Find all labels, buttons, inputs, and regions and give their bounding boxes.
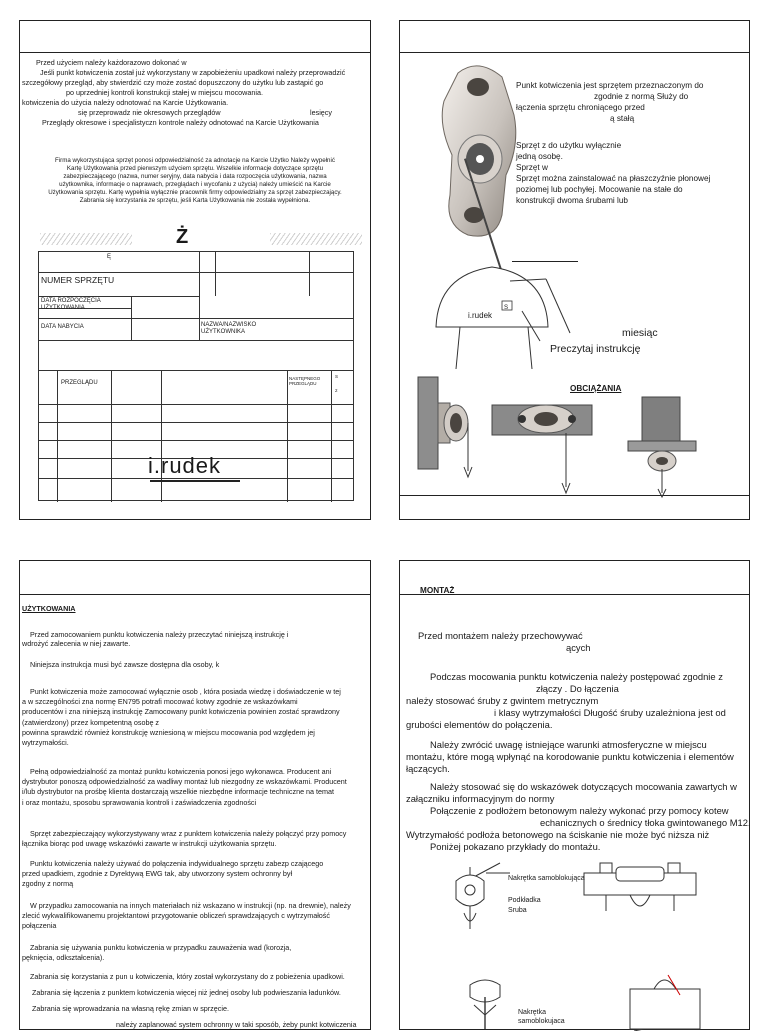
callout-washer: Podkładka (508, 897, 541, 904)
page-mounting (399, 560, 750, 1030)
mount-line-6: i klasy wytrzymałości Długość śruby uzależniona jest od (494, 707, 726, 718)
mount-line-11: Należy stosować się do wskazówek dotyczących mocowania zawartych w (430, 781, 737, 792)
rule-paragraph-6: Punktu kotwiczenia należy używać do połączenia indywidualnego sprzętu zabezp czającego przed upadkiem, zgodnie z Dyrektywą EWG tak, aby utworzony system ochronny był zgodny z normą (22, 859, 324, 889)
load-floor-illustration (490, 397, 602, 497)
desc-line-4: ą stałą (610, 114, 635, 123)
callout-bolt: Sruba (508, 907, 527, 914)
mount-line-5: należy stosować śruby z gwintem metrycznym (406, 695, 599, 706)
rule-paragraph-2: Niniejsza instrukcja musi być zawsze dostępna dla osoby, k (30, 660, 220, 669)
callout-nut: Nakrętka samoblokująca (508, 875, 585, 882)
mount-line-13: Połączenie z podłożem betonowym należy wykonać przy pomocy kotew (430, 805, 729, 816)
page-header-bar (20, 561, 370, 595)
brand-logo: i.rudek (148, 453, 222, 478)
use-line-4: Sprzęt można zainstalować na płaszczyźnie płonowej (516, 174, 711, 183)
rule-paragraph-4: Pełną odpowiedzialność za montaż punktu kotwiczenia ponosi jego wykonawca. Producent ani dystrybutor ponoszą odpowiedzialność za wadliwy montaż lub niezgodny ze wskazówkami. Producent i/lub dystrybutor na prośbę klienta dostarczają wszelkie niezbędne informacje techniczne na temat i oraz montażu, sposobu sprawowania kontroli i zaświadczenia zgodności (22, 767, 347, 807)
use-line-2: jedną osobę. (516, 152, 563, 161)
mount-example-wall (450, 859, 560, 945)
mount-line-9: montażu, które mogą wpłynąć na korodowanie punktu kotwiczenia i elementów (406, 751, 734, 762)
mount-line-2: ących (566, 642, 591, 653)
desc-line-2: zgodnie z normą Służy do (594, 92, 689, 101)
form-user-name-label: NAZWA/NAZWISKO UŻYTKOWNIKA (201, 322, 257, 335)
loads-heading: OBCIĄŻANIA (570, 384, 622, 393)
use-line-6: konstrukcji dwoma śrubami lub (516, 196, 628, 205)
form-top-label: Ę (107, 254, 112, 260)
label-read-instructions: Preczytaj instrukcję (550, 343, 641, 355)
rule-paragraph-1: Przed zamocowaniem punktu kotwiczenia należy przeczytać niniejszą instrukcję i wdrożyć zalecenia w niej zawarte. (22, 630, 289, 648)
mount-line-8: Należy zwrócić uwagę istniejące warunki atmosferyczne w miejscu (430, 739, 707, 750)
form-start-date-label: DATA ROZPOCZĘCIA UŻYTKOWANIA (41, 298, 101, 311)
intro-line-6: się przeprowadz nie okresowych przeglądów (78, 108, 221, 117)
notice-line-1: Firma wykorzystująca sprzęt ponosi odpowiedzialność za adnotacje na Karcie Użytko Należy wypełnić (55, 157, 335, 164)
mount-example-box (624, 969, 706, 1031)
card-title-char: Ż (176, 226, 189, 248)
form-col-s: S (335, 374, 339, 379)
notice-line-4: użytkownika, informacje o naprawach, przeglądach i wycofaniu z użycia) należy umieścić na Karcie (59, 181, 331, 188)
page-product-info (399, 20, 750, 520)
form-col-next-inspection: NASTĘPNEGO PRZEGLĄDU (289, 376, 321, 387)
rule-paragraph-5: Sprzęt zabezpieczający wykorzystywany wraz z punktem kotwiczenia należy połączyć przy pomocy łącznika biorąc pod uwagę wskazówki zawarte w instrukcji użytkowania sprzętu. (22, 829, 347, 849)
rule-paragraph-10: Zabrania się łączenia z punktem kotwiczenia więcej niż jednej osoby lub podwieszania ładunków. (32, 988, 341, 997)
desc-line-1: Punkt kotwiczenia jest sprzętem przeznaczonym do (516, 81, 704, 90)
decorative-hatch-left (40, 233, 132, 245)
callout-nut-2b: samoblokujaca (518, 1018, 565, 1025)
intro-line-1: Przed użyciem należy każdorazowo dokonać w (36, 58, 187, 67)
form-purchase-date-label: DATA NABYCIA (41, 324, 84, 330)
mount-example-hook (460, 975, 510, 1031)
load-ceiling-illustration (624, 395, 700, 499)
decorative-hatch-right (270, 233, 362, 245)
notice-line-2: Kartę Użytkowania przed pierwszym użyciem sprzętu. Wszelkie informacje dotyczące sprzętu (66, 165, 324, 172)
mount-line-4: złączy . Do łączenia (536, 683, 619, 694)
mount-line-12: załączniku informacyjnym do normy (406, 793, 555, 804)
notice-line-3: zabezpieczającego (nazwa, numer seryjny, data nabycia i data rozpoczęcia użytkowania, nazwa (63, 173, 327, 180)
mount-line-16: Poniżej pokazano przykłady do montażu. (430, 841, 601, 852)
intro-line-3: szczegółowy przegląd, aby stwierdzić czy może zostać dopuszczony do użytku lub zastąpić go (22, 78, 324, 87)
mount-line-14: echanicznych o średnicy tłoka gwintowanego M12. (540, 817, 751, 828)
load-wall-illustration (416, 375, 490, 485)
section-heading-usage: UŻYTKOWANIA (22, 604, 76, 613)
rule-paragraph-3: Punkt kotwiczenia może zamocować wyłącznie osob , która posiada wiedzę i doświadczenie w tej a w szczególności zna normę EN795 potrafi mocować kotwy zgodnie ze wskazówkami producentów i zna niniejszą instrukcję Zamocowany punkt kotwiczenia powinien zostać sprawdzony (zatwierdzony) przez kompetentną osobę z powinna sprawdzić również konstrukcję wzniesioną w miejscu mocowania pod względem jej wytrzymałości. (22, 687, 341, 748)
callout-nut-2a: Nakrętka (518, 1009, 547, 1016)
page-header-bar (20, 21, 370, 53)
mount-line-7: grubości elementów do połączenia. (406, 719, 553, 730)
use-line-5: poziomej lub pochyłej. Mocowanie na stałe do (516, 185, 683, 194)
mount-example-beam (576, 857, 706, 927)
form-col-inspection: PRZEGLĄDU (61, 380, 98, 386)
label-s-mark: S (504, 304, 509, 311)
page-usage-card (19, 20, 371, 520)
form-col-2: 2 (335, 388, 338, 393)
intro-line-7: lesięcy (310, 108, 332, 117)
intro-line-5: kotwiczenia do użycia należy odnotować na Karcie Użytkowania. (22, 98, 229, 107)
section-heading-mounting: MONTAŻ (420, 586, 455, 595)
rule-paragraph-7: W przypadku zamocowania na innych materiałach niż wskazano w instrukcji (np. na drewnie), należy zlecić wykwalifikowanemu projektantowi przygotowanie obliczeń sprawdzających c wytrzymałość połączenia (22, 901, 351, 931)
page-usage-rules (19, 560, 371, 1030)
rule-paragraph-9: Zabrania się korzystania z pun u kotwiczenia, który został wykorzystany do z pobieżenia upadkowi. (30, 972, 345, 981)
desc-line-3: łączenia sprzętu chroniącego przed (516, 103, 645, 112)
use-line-3: Sprzęt w (516, 163, 548, 172)
intro-line-8: Przeglądy okresowe i specjalistyczn kontrole należy odnotować na Karcie Użytkowania (42, 118, 319, 127)
intro-line-2: Jeśli punkt kotwiczenia został już wykorzystany w zapobieżeniu upadkowi należy przeprowadzić (40, 68, 346, 77)
logo-underline (150, 480, 240, 482)
label-month-text: miesiąc (622, 327, 658, 339)
notice-line-5: Użytkowania sprzętu. Kartę wypełnia wyłącznie pracownik firmy odpowiedzialny za sprzęt zabezpieczający. (48, 189, 342, 196)
form-serial-label: NUMER SPRZĘTU (41, 275, 115, 285)
notice-line-6: Zabrania się korzystania ze sprzętu, jeśli Karta Użytkowania nie została wypełniona. (79, 197, 311, 204)
label-logo-text: i.rudek (468, 311, 493, 320)
mount-line-10: łączących. (406, 763, 450, 774)
mount-line-3: Podczas mocowania punktu kotwiczenia należy postępować zgodnie z (430, 671, 723, 682)
intro-line-4: po uprzedniej kontroli konstrukcji stałej w miejscu mocowania. (66, 88, 263, 97)
rule-paragraph-8: Zabrania się używania punktu kotwiczenia w przypadku zauważenia wad (korozja, pęknięcia, odkształcenia). (22, 943, 292, 963)
mount-line-1: Przed montażem należy przechowywać (418, 630, 583, 641)
rule-paragraph-12: należy zaplanować system ochronny w taki sposób, żeby punkt kotwiczenia (116, 1020, 357, 1029)
use-line-1: Sprzęt z do użytku wyłącznie (516, 141, 622, 150)
mount-line-15: Wytrzymałość podłoża betonowego na ściskanie nie może być niższa niż (406, 829, 710, 840)
rule-paragraph-11: Zabrania się wprowadzania na własną rękę zmian w sprzęcie. (32, 1004, 229, 1013)
page-header-bar (400, 21, 749, 53)
